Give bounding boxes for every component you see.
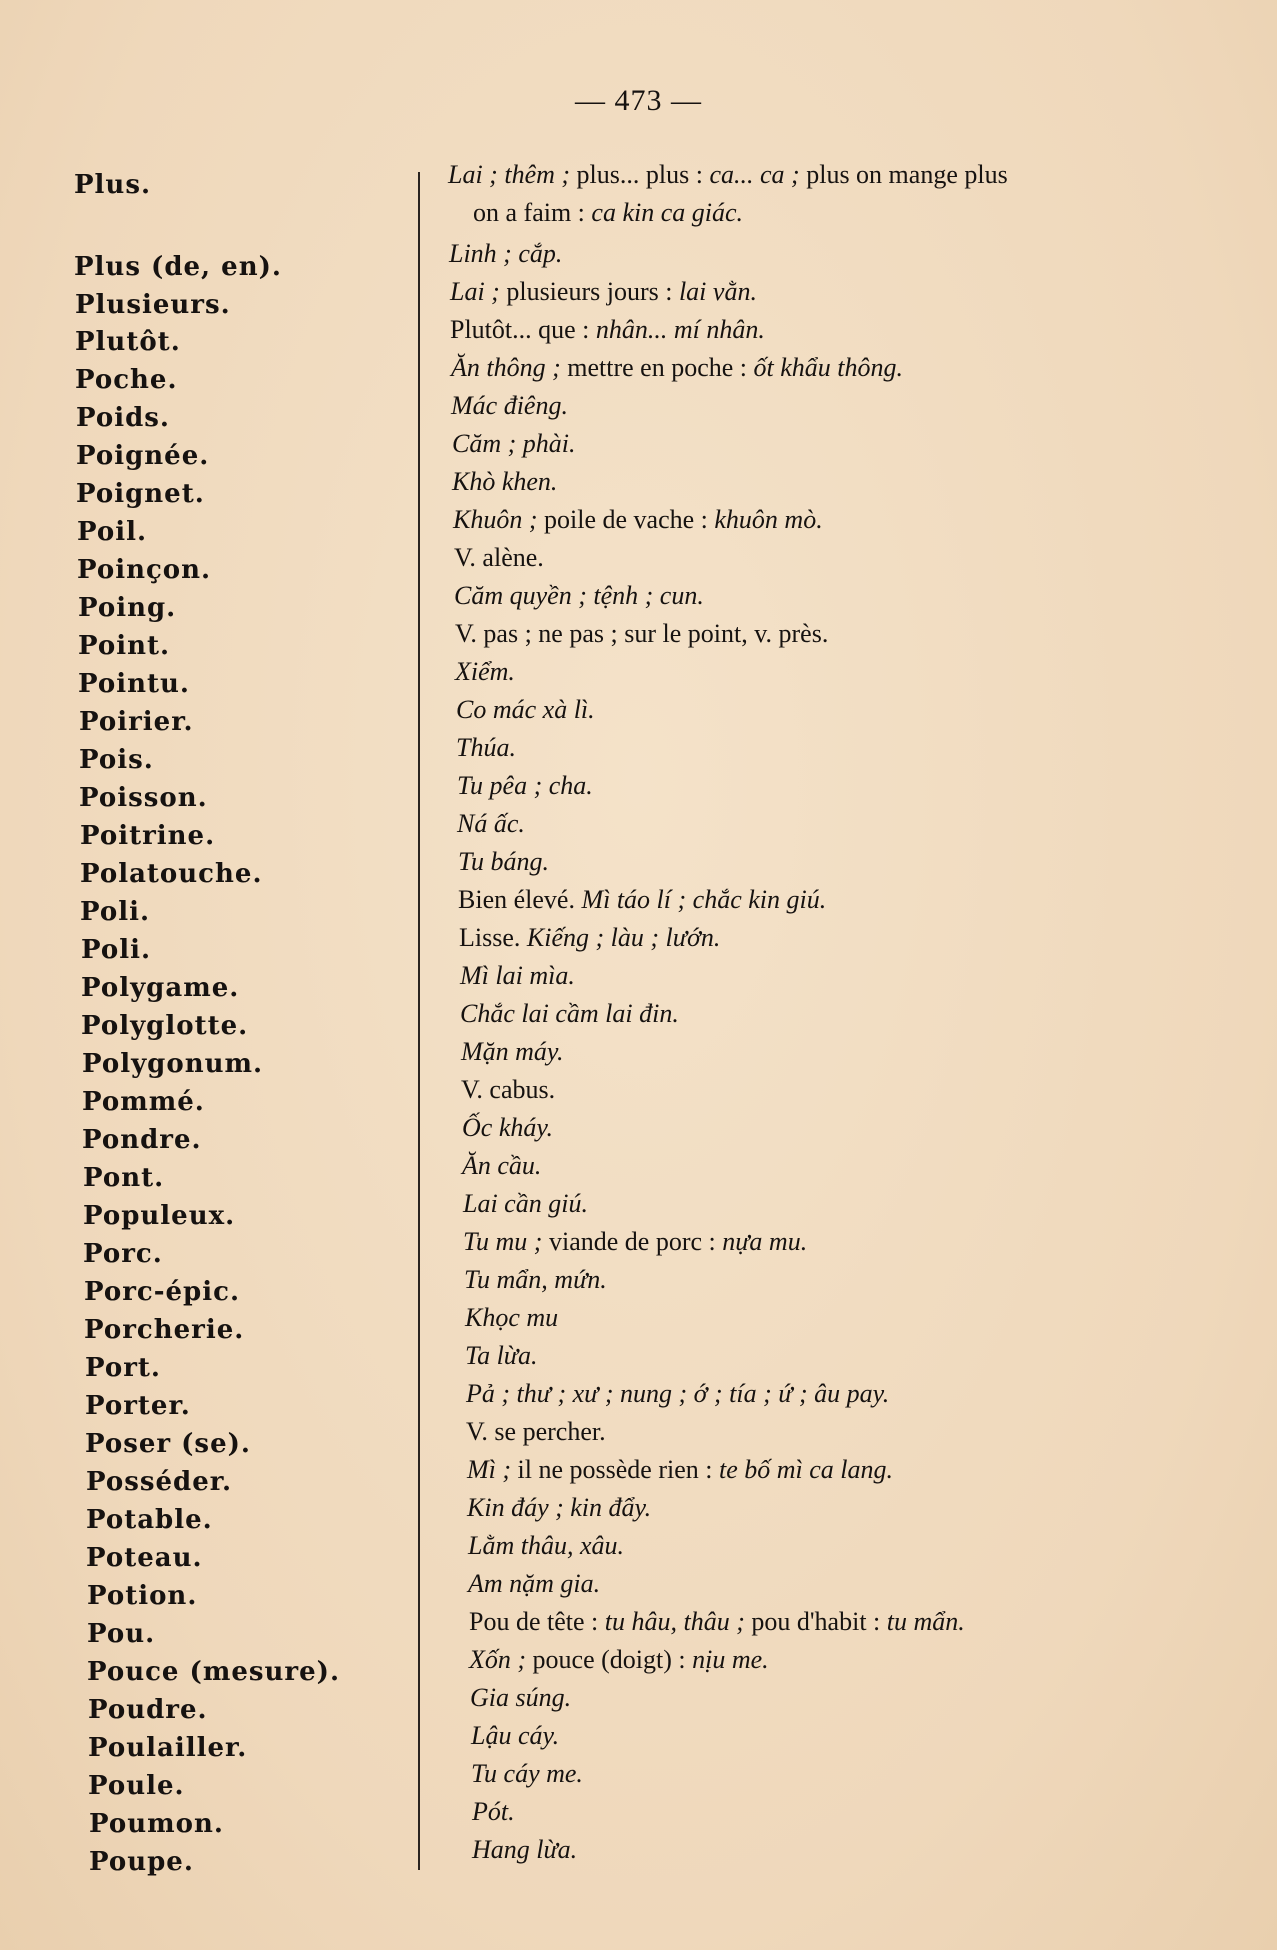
french-text: pouce (doigt) : [526, 1645, 693, 1674]
headword: Plus. [74, 170, 152, 200]
vietnamese-text: Gia súng. [470, 1683, 572, 1712]
vietnamese-text: nịu me. [692, 1645, 769, 1674]
vietnamese-text: Kiếng ; làu ; lướn. [526, 923, 721, 952]
headword: Polyglotte. [81, 1011, 249, 1041]
vietnamese-text: Tu mu ; [463, 1227, 543, 1256]
definition-line [451, 391, 568, 421]
vietnamese-text: Mì lai mìa. [460, 961, 575, 990]
headword: Posséder. [86, 1467, 233, 1497]
vietnamese-text: Ăn thông ; [451, 353, 561, 382]
definition-line [450, 315, 765, 345]
definition-line [467, 1455, 893, 1485]
definition-line [468, 1531, 624, 1561]
headword: Poli. [81, 935, 151, 965]
vietnamese-text: Co mác xà lì. [456, 695, 595, 724]
definition-line [455, 619, 828, 649]
definition-line [452, 429, 576, 459]
vietnamese-text: Xiểm. [455, 657, 515, 686]
vietnamese-text: Mác điêng. [451, 391, 568, 420]
page-number: — 473 — [575, 84, 702, 117]
definition-line [467, 1493, 651, 1523]
vietnamese-text: Mì ; [467, 1455, 512, 1484]
french-text: V. alène. [454, 543, 544, 572]
vietnamese-text: ca... ca ; [709, 160, 800, 189]
vietnamese-text: Ta lừa. [465, 1341, 538, 1370]
headword: Potable. [86, 1505, 213, 1535]
definition-line [458, 847, 549, 877]
headword: Poids. [76, 403, 170, 433]
french-text: il ne possède rien : [511, 1455, 719, 1484]
french-text: V. pas ; ne pas ; sur le point, v. près. [455, 619, 829, 648]
vietnamese-text: Khò khen. [452, 467, 558, 496]
column-divider [418, 172, 420, 1870]
vietnamese-text: te bố mì ca lang. [719, 1455, 894, 1484]
vietnamese-text: Hang lừa. [472, 1835, 578, 1864]
headword: Poule. [88, 1771, 185, 1801]
headword: Pondre. [82, 1125, 202, 1155]
definition-line [469, 1645, 769, 1675]
headword: Plutôt. [75, 327, 181, 357]
headword: Pou. [87, 1619, 156, 1649]
definition-line [460, 961, 575, 991]
vietnamese-text: Ná ấc. [457, 809, 525, 838]
definition-line [451, 353, 903, 383]
headword: Pointu. [78, 669, 190, 699]
definition-line [448, 160, 1008, 190]
vietnamese-text: Ốc kháy. [462, 1113, 553, 1142]
vietnamese-text: tu hâu, thâu ; [604, 1607, 745, 1636]
vietnamese-text: Khuôn ; [453, 505, 538, 534]
vietnamese-text: Khọc mu [465, 1303, 559, 1332]
headword: Poudre. [88, 1695, 208, 1725]
vietnamese-text: khuôn mò. [714, 505, 823, 534]
definition-line [471, 1759, 583, 1789]
headword: Polygame. [81, 973, 240, 1003]
vietnamese-text: Tu báng. [458, 847, 550, 876]
vietnamese-text: Mì táo lí ; chắc kin giú. [581, 885, 827, 914]
vietnamese-text: Xốn ; [469, 1645, 527, 1674]
definition-line [456, 733, 516, 763]
headword: Porcherie. [84, 1315, 245, 1345]
vietnamese-text: Pót. [472, 1797, 515, 1826]
definition-line [460, 999, 679, 1029]
french-text: pou d'habit : [744, 1607, 887, 1636]
headword: Poirier. [79, 707, 194, 737]
definition-line [469, 1607, 965, 1637]
french-text: Bien élevé. [458, 885, 582, 914]
definition-line [449, 198, 743, 228]
headword: Poing. [78, 593, 177, 623]
definition-line [463, 1189, 588, 1219]
vietnamese-text: Lậu cáy. [471, 1721, 560, 1750]
vietnamese-text: Lằm thâu, xâu. [468, 1531, 624, 1560]
vietnamese-text: Am nặm gia. [468, 1569, 601, 1598]
definition-line [472, 1797, 515, 1827]
french-text: poile de vache : [537, 505, 715, 534]
headword: Poitrine. [80, 821, 216, 851]
headword: Poisson. [79, 783, 208, 813]
headword: Poumon. [89, 1809, 224, 1839]
definition-line [456, 695, 595, 725]
definition-line [466, 1379, 889, 1409]
headword: Poulailler. [88, 1733, 248, 1763]
definition-line [452, 467, 557, 497]
headword: Poignet. [76, 479, 205, 509]
vietnamese-text: Pả ; thư ; xư ; nung ; ớ ; tía ; ứ ; âu pay. [466, 1379, 890, 1408]
vietnamese-text: Lai ; [450, 277, 500, 306]
french-text: plus on mange plus [799, 160, 1008, 189]
headword: Pois. [79, 745, 154, 775]
definition-line [468, 1569, 600, 1599]
vietnamese-text: Thúa. [456, 733, 516, 762]
french-text: Lisse. [459, 923, 527, 952]
vietnamese-text: tu mẩn. [886, 1607, 965, 1636]
headword: Potion. [87, 1581, 198, 1611]
vietnamese-text: Mặn máy. [461, 1037, 564, 1066]
french-text: viande de porc : [542, 1227, 723, 1256]
definition-line [464, 1265, 607, 1295]
french-text: plusieurs jours : [499, 277, 679, 306]
definition-line [472, 1835, 577, 1865]
vietnamese-text: Linh ; cắp. [449, 239, 563, 268]
definition-line [453, 505, 823, 535]
headword: Plus (de, en). [74, 252, 282, 282]
definition-line [450, 277, 757, 307]
vietnamese-text: Tu pêa ; cha. [457, 771, 593, 800]
vietnamese-text: Căm quyền ; tệnh ; cun. [454, 581, 704, 610]
headword: Poupe. [89, 1847, 194, 1877]
definition-line [462, 1151, 541, 1181]
headword: Poignée. [76, 441, 210, 471]
french-text: plus... plus : [570, 160, 710, 189]
headword: Porc-épic. [84, 1277, 240, 1307]
definition-line [457, 809, 525, 839]
vietnamese-text: Lai ; thêm ; [448, 160, 571, 189]
headword: Poli. [80, 897, 150, 927]
headword: Poser (se). [85, 1429, 251, 1459]
headword: Pont. [83, 1163, 165, 1193]
definition-line [465, 1341, 537, 1371]
french-text: on a faim : [473, 198, 592, 227]
definition-line [471, 1721, 559, 1751]
definition-line [461, 1075, 555, 1105]
vietnamese-text: lai vằn. [678, 277, 757, 306]
vietnamese-text: ca kin ca giác. [591, 198, 744, 227]
headword: Point. [78, 631, 171, 661]
headword: Pommé. [82, 1087, 205, 1117]
vietnamese-text: Ăn cầu. [462, 1151, 542, 1180]
headword: Porc. [83, 1239, 163, 1269]
vietnamese-text: Căm ; phài. [452, 429, 576, 458]
vietnamese-text: Lai cần giú. [463, 1189, 588, 1218]
headword: Plusieurs. [75, 290, 231, 320]
definition-line [459, 923, 720, 953]
french-text: mettre en poche : [560, 353, 754, 382]
vietnamese-text: Kin đáy ; kin đẩy. [467, 1493, 652, 1522]
headword: Polatouche. [80, 859, 263, 889]
french-text: Plutôt... que : [450, 315, 596, 344]
headword: Pouce (mesure). [87, 1657, 341, 1687]
vietnamese-text: nựa mu. [722, 1227, 808, 1256]
definition-line [454, 581, 704, 611]
definition-line [462, 1113, 553, 1143]
definition-line [461, 1037, 564, 1067]
definition-line [449, 239, 562, 269]
definition-line [457, 771, 593, 801]
vietnamese-text: ốt khẩu thông. [753, 353, 904, 382]
headword: Port. [85, 1353, 161, 1383]
headword: Poil. [77, 517, 147, 547]
definition-line [465, 1303, 558, 1333]
headword: Poinçon. [77, 555, 212, 585]
vietnamese-text: Chắc lai cầm lai đin. [460, 999, 679, 1028]
vietnamese-text: Tu mẩn, mứn. [464, 1265, 607, 1294]
definition-line [463, 1227, 807, 1257]
definition-line [458, 885, 826, 915]
headword: Poteau. [86, 1543, 203, 1573]
definition-line [470, 1683, 571, 1713]
french-text: V. cabus. [461, 1075, 556, 1104]
definition-line [455, 657, 515, 687]
definition-line [454, 543, 544, 573]
headword: Porter. [85, 1391, 191, 1421]
headword: Poche. [75, 365, 178, 395]
french-text: V. se percher. [466, 1417, 606, 1446]
vietnamese-text: Tu cáy me. [471, 1759, 583, 1788]
headword: Polygonum. [82, 1049, 264, 1079]
definition-line [466, 1417, 606, 1447]
vietnamese-text: nhân... mí nhân. [595, 315, 765, 344]
french-text: Pou de tête : [469, 1607, 605, 1636]
headword: Populeux. [83, 1201, 236, 1231]
